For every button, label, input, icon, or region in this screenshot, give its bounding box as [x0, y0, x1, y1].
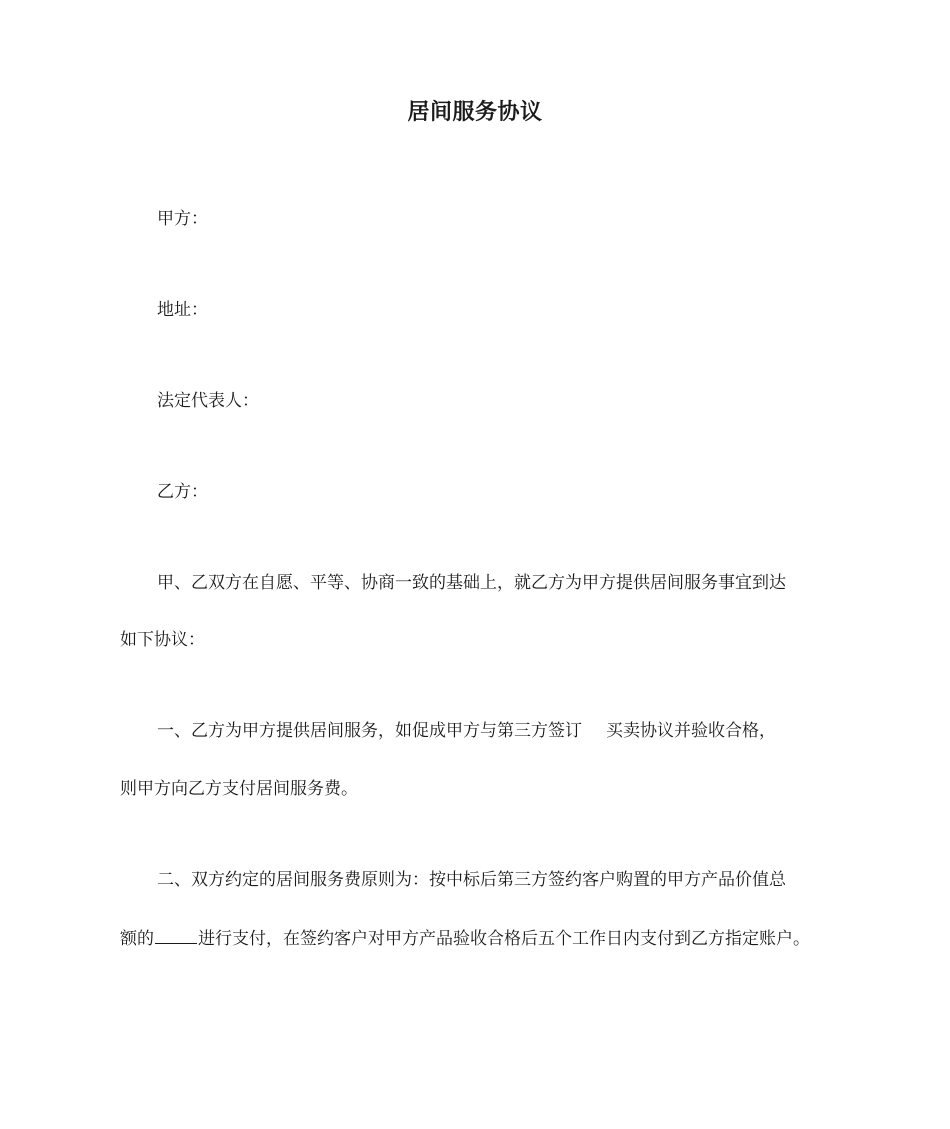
legal-representative-label: 法定代表人： — [157, 391, 259, 411]
clause-1-line-2: 则甲方向乙方支付居间服务费。 — [120, 779, 358, 799]
clause-2-line-2 — [120, 925, 810, 951]
clause-2-line-1: 二、双方约定的居间服务费原则为：按中标后第三方签约客户购置的甲方产品价值总 — [157, 870, 786, 890]
clause-2-text-b: 进行支付，在签约客户对甲方产品验收合格后五个工作日内支付到乙方指定账户。 — [198, 929, 810, 949]
fee-percentage-blank — [155, 925, 197, 944]
document-title: 居间服务协议 — [407, 100, 543, 125]
clause-1-text-b: 买卖协议并验收合格， — [606, 721, 776, 741]
party-b-label: 乙方： — [157, 482, 208, 502]
party-a-label: 甲方： — [157, 209, 208, 229]
intro-paragraph-line-2: 如下协议： — [120, 630, 205, 650]
clause-2-text-a: 额的 — [120, 929, 154, 949]
clause-1-line-1 — [157, 719, 776, 743]
clause-1-text-a: 一、乙方为甲方提供居间服务，如促成甲方与第三方签订 — [157, 721, 582, 741]
intro-paragraph-line-1: 甲、乙双方在自愿、平等、协商一致的基础上，就乙方为甲方提供居间服务事宜到达 — [157, 573, 786, 593]
address-label: 地址： — [157, 300, 208, 320]
